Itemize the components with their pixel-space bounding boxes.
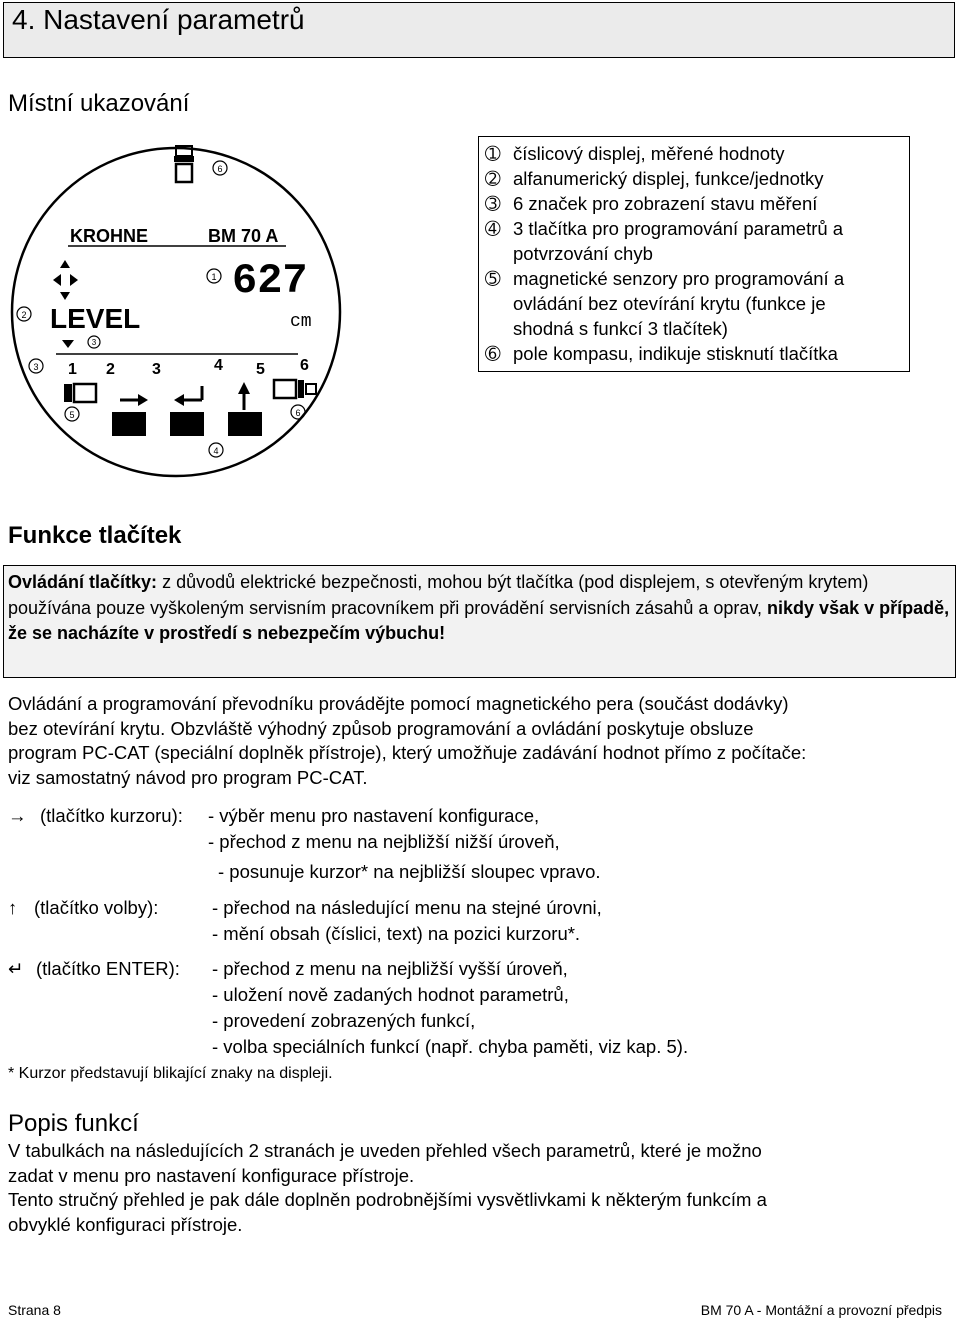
legend-text: ovládání bez otevírání krytu (funkce je — [513, 293, 826, 314]
function-paragraph — [8, 1139, 954, 1237]
key-line: - posunuje kurzor* na nejbližší sloupec vpravo. — [218, 861, 601, 882]
key-line: - uložení nově zadaných hodnot parametrů, — [212, 984, 569, 1005]
legend-text: shodná s funkcí 3 tlačítek) — [513, 318, 728, 339]
legend-text: alfanumerický displej, funkce/jednotky — [513, 168, 824, 189]
legend-text: číslicový displej, měřené hodnoty — [513, 143, 785, 164]
footer-document-title: BM 70 A - Montážní a provozní předpis — [700, 1302, 942, 1318]
paragraph-line: obvyklé konfiguraci přístroje. — [8, 1213, 243, 1235]
key-label: (tlačítko kurzoru): — [40, 805, 183, 826]
key-line: - volba speciálních funkcí (např. chyba paměti, viz kap. 5). — [212, 1036, 689, 1057]
legend-item-2 — [485, 166, 903, 191]
footnote: * Kurzor představují blikající znaky na displeji. — [8, 1065, 333, 1082]
warning-lead: Ovládání tlačítky: — [8, 572, 158, 592]
legend-number: ➃ — [485, 218, 501, 239]
legend-item-4 — [485, 216, 903, 266]
select-arrow-icon: ↑ — [8, 897, 18, 918]
legend-item-6 — [485, 341, 903, 366]
legend-number: ➀ — [485, 143, 501, 164]
select-key-description — [8, 895, 158, 921]
key-line: - přechod na následující menu na stejné úrovni, — [212, 897, 602, 918]
callout-3-inner-text: 3 — [91, 338, 97, 347]
paragraph-line: bez otevírání krytu. Obzvláště výhodný způsob programování a ovládání poskytuje obsluze — [8, 717, 754, 739]
footer-page-number: Strana 8 — [8, 1302, 61, 1318]
status-mark-5: 5 — [256, 361, 265, 378]
legend-text: 6 značek pro zobrazení stavu měření — [513, 193, 818, 214]
legend-text: 3 tlačítka pro programování parametrů a — [513, 218, 844, 239]
cursor-button[interactable] — [112, 412, 146, 436]
callout-6-top-text: 6 — [217, 164, 223, 174]
key-label: (tlačítko ENTER): — [36, 958, 180, 979]
legend-item-1 — [485, 141, 903, 166]
section-heading-button-functions: Funkce tlačítek — [8, 522, 182, 549]
model-text: BM 70 A — [208, 226, 279, 246]
paragraph-line: Tento stručný přehled je pak dále doplněn podrobnějšími vysvětlivkami k některým funkcím a — [8, 1189, 767, 1210]
paragraph-line: Ovládání a programování převodníku provádějte pomocí magnetického pera (součást dodávky) — [8, 693, 789, 714]
legend-text: potvrzování chyb — [513, 243, 653, 264]
legend-item-5 — [485, 266, 903, 341]
key-line: - provedení zobrazených funkcí, — [212, 1010, 476, 1031]
select-key-lines — [212, 895, 602, 947]
unit-text: cm — [290, 312, 312, 332]
status-mark-4: 4 — [214, 357, 223, 374]
legend-number: ➄ — [485, 268, 501, 289]
cursor-key-lines — [208, 803, 560, 855]
callout-1-text: 1 — [211, 272, 217, 282]
brand-text: KROHNE — [70, 226, 149, 246]
status-mark-3: 3 — [152, 361, 161, 378]
callout-5-text: 5 — [69, 410, 75, 420]
legend-box — [478, 136, 910, 372]
magnet-sensor-left-icon — [64, 384, 96, 402]
warning-text: z důvodů elektrické bezpečnosti, mohou být tlačítka (pod displejem, s otevřeným krytem) používána pouze vyškoleným servisním pracovníkem při provádění servisních zásahů a oprav, — [8, 572, 869, 618]
section-heading-function-description: Popis funkcí — [8, 1110, 139, 1137]
cursor-arrow-icon: → — [8, 805, 27, 826]
magnet-sensor-right-icon — [274, 380, 316, 398]
key-line: - přechod z menu na nejbližší nižší úroveň, — [208, 831, 560, 852]
warning-emphasis: nikdy však v případě, že se nacházíte v prostředí s nebezpečím výbuchu! — [8, 597, 950, 643]
callout-3-text: 3 — [33, 362, 39, 372]
legend-number: ➅ — [485, 343, 501, 364]
key-line: - mění obsah (číslici, text) na pozici kurzoru*. — [212, 923, 581, 944]
level-text: LEVEL — [50, 303, 141, 334]
cursor-key-arrow-icon — [120, 394, 148, 406]
enter-key-lines — [212, 956, 688, 1060]
magnet-pen-icon — [174, 146, 194, 182]
paragraph-line: viz samostatný návod pro program PC-CAT. — [8, 766, 368, 788]
status-arrow-icon — [62, 340, 74, 348]
warning-box — [3, 565, 956, 678]
enter-key-description — [8, 956, 180, 982]
callout-2-text: 2 — [21, 310, 27, 320]
cursor-key-description — [8, 803, 183, 829]
callout-4-text: 4 — [213, 446, 219, 456]
paragraph-line: V tabulkách na následujících 2 stranách je uveden přehled všech parametrů, které je možno — [8, 1140, 762, 1161]
cursor-key-lines-extra — [218, 859, 601, 885]
legend-number: ➂ — [485, 193, 501, 214]
key-line: - přechod z menu na nejbližší vyšší úroveň, — [212, 958, 568, 979]
select-key-arrow-icon — [238, 382, 250, 410]
paragraph-line: program PC-CAT (speciální doplněk přístroje), který umožňuje zadávání hodnot přímo z počítače: — [8, 742, 807, 763]
status-mark-2: 2 — [106, 361, 115, 378]
key-line: - výběr menu pro nastavení konfigurace, — [208, 805, 540, 826]
direction-arrows-icon — [53, 260, 78, 300]
section-heading-local-display: Místní ukazování — [8, 90, 190, 117]
status-mark-6: 6 — [300, 357, 309, 374]
digit-display: 627 — [232, 257, 308, 305]
key-label: (tlačítko volby): — [34, 897, 159, 918]
legend-text: magnetické senzory pro programování a — [513, 268, 845, 289]
legend-number: ➁ — [485, 168, 501, 189]
enter-key-arrow-icon — [174, 386, 202, 406]
legend-text: pole kompasu, indikuje stisknutí tlačítka — [513, 343, 838, 364]
operation-paragraph — [8, 692, 954, 790]
device-illustration — [8, 134, 344, 480]
legend-item-3 — [485, 191, 903, 216]
paragraph-line: zadat v menu pro nastavení konfigurace přístroje. — [8, 1164, 415, 1186]
callout-6-text: 6 — [295, 408, 301, 418]
page-title: 4. Nastavení parametrů — [12, 4, 305, 35]
select-button[interactable] — [228, 412, 262, 436]
status-mark-1: 1 — [68, 361, 77, 378]
enter-button[interactable] — [170, 412, 204, 436]
enter-arrow-icon: ↵ — [8, 958, 24, 979]
